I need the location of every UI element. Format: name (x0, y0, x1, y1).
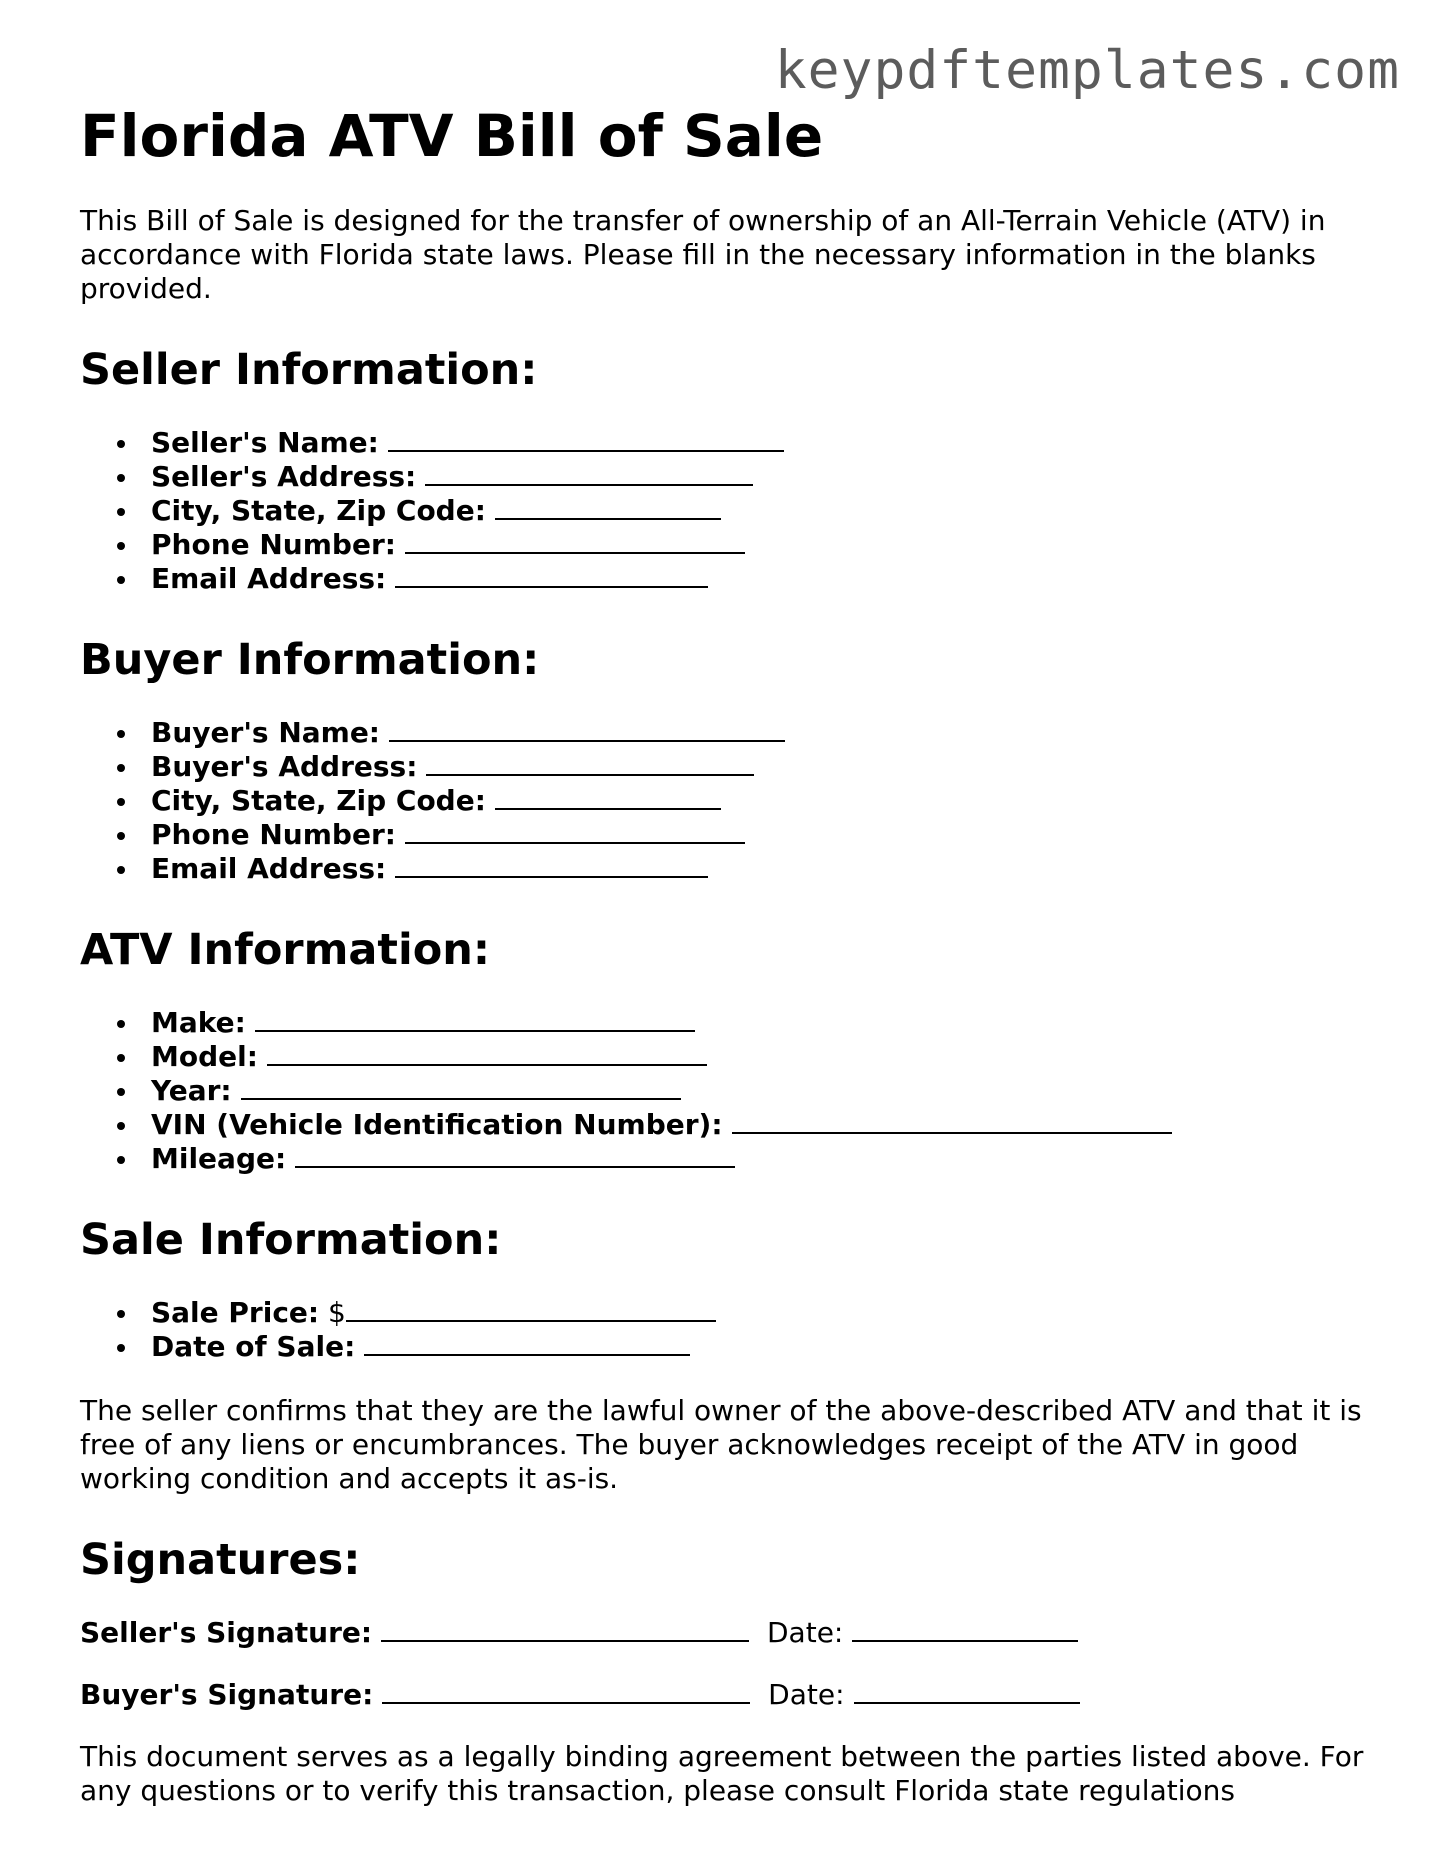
buyer-signature-date-label: Date: (768, 1678, 845, 1711)
atv-make-item (151, 1006, 1380, 1040)
sale-price-label: Sale Price: (151, 1296, 320, 1329)
seller-phone-item (151, 528, 1380, 562)
seller-address-blank[interactable] (425, 460, 753, 486)
sale-section-heading: Sale Information: (80, 1215, 502, 1265)
buyer-phone-blank[interactable] (405, 818, 745, 844)
seller-name-blank[interactable] (388, 426, 784, 452)
buyer-name-blank[interactable] (389, 716, 785, 742)
atv-vin-label: VIN (Vehicle Identification Number): (151, 1108, 723, 1141)
seller-signature-blank[interactable] (381, 1616, 749, 1642)
seller-city-label: City, State, Zip Code: (151, 494, 486, 527)
sale-date-blank[interactable] (364, 1330, 690, 1356)
document-title: Florida ATV Bill of Sale (80, 102, 824, 170)
atv-vin-blank[interactable] (732, 1108, 1172, 1134)
seller-email-blank[interactable] (395, 562, 708, 588)
sale-price-item (151, 1296, 1380, 1330)
buyer-signature-date-blank[interactable] (854, 1678, 1080, 1704)
seller-signature-date-blank[interactable] (852, 1616, 1078, 1642)
seller-phone-label: Phone Number: (151, 528, 396, 561)
buyer-phone-label: Phone Number: (151, 818, 396, 851)
currency-symbol: $ (328, 1296, 346, 1329)
sale-price-blank[interactable] (346, 1296, 716, 1322)
buyer-signature-row (80, 1678, 1380, 1712)
sale-date-label: Date of Sale: (151, 1330, 356, 1363)
buyer-email-item (151, 852, 1380, 886)
watermark: keypdftemplates.com (774, 40, 1400, 101)
seller-fields-list (80, 426, 1380, 596)
atv-make-label: Make: (151, 1006, 246, 1039)
seller-address-item (151, 460, 1380, 494)
document-body (80, 104, 1380, 1808)
buyer-email-blank[interactable] (395, 852, 708, 878)
seller-email-label: Email Address: (151, 562, 387, 595)
atv-mileage-blank[interactable] (295, 1142, 735, 1168)
closing-paragraph: This document serves as a legally binding agreement between the parties listed above. For any questions or to verify this transaction, please consult Florida state regulations (80, 1740, 1364, 1807)
atv-vin-item (151, 1108, 1380, 1142)
sale-fields-list (80, 1296, 1380, 1364)
seller-address-label: Seller's Address: (151, 460, 417, 493)
buyer-address-item (151, 750, 1380, 784)
seller-city-item (151, 494, 1380, 528)
buyer-name-item (151, 716, 1380, 750)
seller-city-blank[interactable] (495, 494, 721, 520)
buyer-fields-list (80, 716, 1380, 886)
buyer-address-blank[interactable] (426, 750, 754, 776)
signatures-section-heading: Signatures: (80, 1535, 361, 1585)
seller-email-item (151, 562, 1380, 596)
buyer-city-item (151, 784, 1380, 818)
seller-name-label: Seller's Name: (151, 426, 379, 459)
seller-signature-date-label: Date: (767, 1616, 844, 1649)
atv-mileage-label: Mileage: (151, 1142, 287, 1175)
buyer-phone-item (151, 818, 1380, 852)
buyer-section-heading: Buyer Information: (80, 635, 540, 685)
atv-year-blank[interactable] (241, 1074, 681, 1100)
buyer-address-label: Buyer's Address: (151, 750, 418, 783)
intro-paragraph: This Bill of Sale is designed for the transfer of ownership of an All-Terrain Vehicle (ATV) in accordance with Florida state laws. Please fill in the necessary information in the blanks provided. (80, 204, 1326, 305)
ownership-statement: The seller confirms that they are the lawful owner of the above-described ATV and that it is free of any liens or encumbrances. The buyer acknowledges receipt of the ATV in good working condition and accepts it as-is. (80, 1394, 1362, 1495)
buyer-signature-blank[interactable] (382, 1678, 750, 1704)
atv-section-heading: ATV Information: (80, 925, 491, 975)
atv-mileage-item (151, 1142, 1380, 1176)
atv-model-blank[interactable] (267, 1040, 707, 1066)
atv-model-label: Model: (151, 1040, 258, 1073)
buyer-city-blank[interactable] (495, 784, 721, 810)
seller-section-heading: Seller Information: (80, 345, 538, 395)
seller-phone-blank[interactable] (405, 528, 745, 554)
atv-model-item (151, 1040, 1380, 1074)
seller-signature-row (80, 1616, 1380, 1650)
buyer-name-label: Buyer's Name: (151, 716, 381, 749)
sale-date-item (151, 1330, 1380, 1364)
atv-make-blank[interactable] (255, 1006, 695, 1032)
atv-year-label: Year: (151, 1074, 232, 1107)
atv-fields-list (80, 1006, 1380, 1176)
buyer-email-label: Email Address: (151, 852, 387, 885)
buyer-city-label: City, State, Zip Code: (151, 784, 486, 817)
atv-year-item (151, 1074, 1380, 1108)
buyer-signature-label: Buyer's Signature: (80, 1678, 374, 1711)
seller-name-item (151, 426, 1380, 460)
seller-signature-label: Seller's Signature: (80, 1616, 373, 1649)
